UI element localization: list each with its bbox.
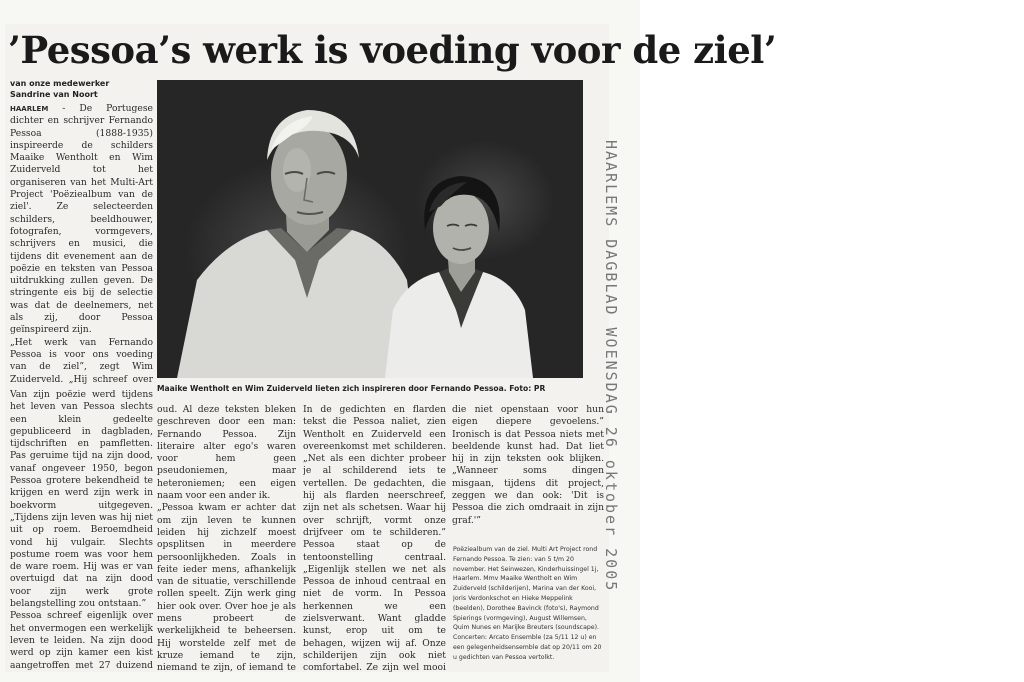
column-3-paragraph-1: In de gedichten en flarden tekst die Pessoa naliet, zien Wentholt en Zuiderveld een overeenkomst met schilderen. „Net als een dichter probeer je al schilderend iets te vertellen. De gedachten, die hij als flarden neerschreef, zijn net als schetsen. Waar hij over schrijft, vormt onze drijfveer om te schilderen.” Pessoa staat op de tentoonstelling centraal. „Eigenlijk stellen we net als Pessoa de inhoud centraal en niet de vorm. In Pessoa herkennen we een zielsverwant. Want gladde kunst, erop uit om te behagen, wijzen wij af. Onze schilderijen zijn ook niet comfortabel. Ze zijn wel mooi [303, 404, 446, 674]
article-photo [157, 80, 583, 378]
byline [10, 78, 109, 100]
column-1-paragraph-2: „Het werk van Fernando Pessoa is voor ons voeding van de ziel”, zegt Wim Zuiderveld. „Hij schreef over [10, 336, 153, 385]
handwritten-source-date: HAARLEMS DAGBLAD WOENSDAG 26 oktober 2005 [602, 140, 620, 593]
handwritten-note [586, 140, 626, 610]
column-1-lower-paragraph-2: Pessoa schreef eigenlijk over het onvermogen een werkelijk leven te leiden. Na zijn dood werd op zijn kamer een kist aangetroffen met 27 duizend [10, 610, 153, 671]
column-2 [157, 404, 296, 674]
column-3 [303, 404, 446, 674]
column-2-paragraph-2: „Pessoa kwam er achter dat om zijn leven te kunnen leiden hij zichzelf moest opsplitsen in meerdere persoonlijkheden. Zoals in feite ieder mens, afhankelijk van de situatie, verschillende rollen speelt. Zijn werk ging hier ook over. Over hoe je als mens probeert de werkelijkheid te beheersen. Hij worstelde zelf met de kruze iemand te zijn, niemand te zijn, of iemand te [157, 502, 296, 674]
column-1-lower-paragraph-1: Van zijn poëzie werd tijdens het leven van Pessoa slechts een klein gedeelte gepubliceerd in dagbladen, tijdschriften en pamfletten. Pas geruime tijd na zijn dood, vanaf ongeveer 1950, begon Pessoa grotere bekendheid te krijgen en werd zijn werk in boekvorm uitgegeven. „Tijdens zijn leven was hij niet uit op roem. Beroemdheid vond hij vulgair. Slechts postume roem was voor hem de ware roem. Hij was er van overtuigd dat na zijn dood voor zijn werk grote belangstelling zou ontstaan.” [10, 389, 153, 610]
column-1-upper [10, 103, 153, 387]
photo-caption: Maaike Wentholt en Wim Zuiderveld lieten zich inspireren door Fernando Pessoa. Foto: PR [157, 384, 546, 393]
byline-author: Sandrine van Noort [10, 90, 98, 99]
dateline: HAARLEM [10, 105, 49, 113]
article-headline: ’Pessoa’s werk is voeding voor de ziel’ [8, 28, 777, 72]
exhibition-info-box: Poëziealbum van de ziel. Multi Art Project rond Fernando Pessoa. Te zien: van 5 t/m 20 november. Het Seinwezen, Kinderhuissingel 1j, Haarlem. Mmv Maaike Wentholt en Wim Zuiderveld (schilderijen), Marina van der Kooi, Joris Verdonkschot en Hieke Meppelink (beelden), Dorothee Bavinck (foto's), Raymond Spierings (vormgeving), August Willemsen, Quim Nunes en Marijke Breuters (soundscape). Concerten: Arcato Ensemble (za 5/11 12 u) en een gelegenheidsensemble dat op 20/11 om 20 u gedichten van Pessoa vertolkt. [453, 546, 602, 661]
column-2-paragraph-1: oud. Al deze teksten bleken geschreven door een man: Fernando Pessoa. Zijn literaire alter ego's waren voor hem geen pseudoniemen, maar heteroniemen; een eigen naam voor een ander ik. [157, 404, 296, 502]
column-4-paragraph-1: die niet openstaan voor hun eigen diepere gevoelens.” Ironisch is dat Pessoa niets met beeldende kunst had. Dat liet hij in zijn teksten ook blijken. „Wanneer soms dingen misgaan, tijdens dit project, zeggen we dan ook: 'Dit is Pessoa die zich omdraait in zijn graf.'” [452, 404, 604, 526]
byline-role: van onze medewerker [10, 79, 110, 88]
column-4 [452, 404, 604, 539]
column-1-lower [10, 389, 153, 673]
column-1-paragraph-1: HAARLEM - De Portugese dichter en schrijver Fernando Pessoa (1888-1935) inspireerde de schilders Maaike Wentholt en Wim Zuiderveld tot het organiseren van het Multi-Art Project 'Poëziealbum van de ziel'. Ze selecteerden schilders, beeldhouwer, fotografen, vormgevers, schrijvers en musici, die tijdens dit evenement aan de poëzie en teksten van Pessoa uitdrukking zullen geven. De stringente eis bij de selectie was dat de deelnemers, net als zij, door Pessoa geïnspireerd zijn. [10, 103, 153, 336]
photo-illustration [157, 80, 583, 378]
